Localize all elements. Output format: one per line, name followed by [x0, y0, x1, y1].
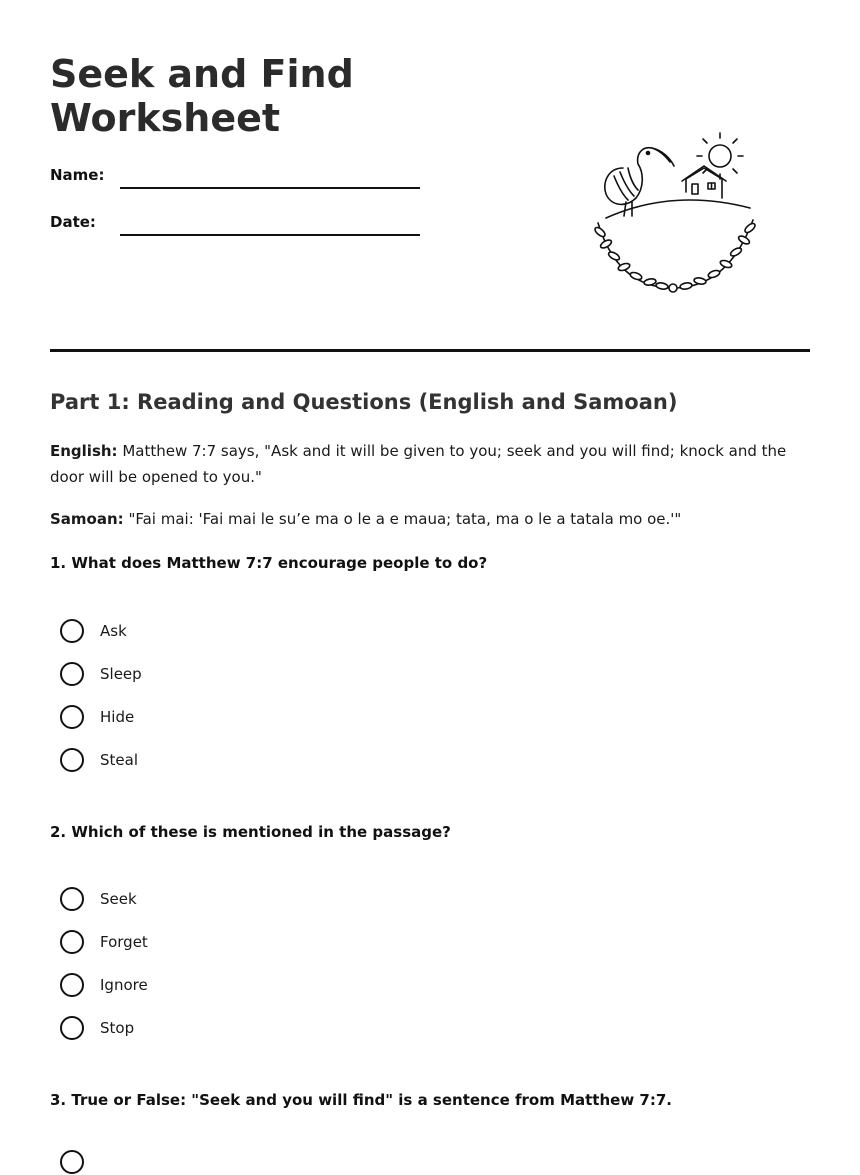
radio-button[interactable]: [60, 662, 84, 686]
option-label: Seek: [100, 890, 137, 908]
radio-button[interactable]: [60, 705, 84, 729]
english-passage: [50, 438, 810, 490]
q2-option-seek[interactable]: [60, 886, 137, 912]
q2-option-ignore[interactable]: [60, 972, 148, 998]
english-label: English:: [50, 442, 118, 460]
samoan-passage: [50, 506, 810, 532]
option-label: Hide: [100, 708, 135, 726]
q1-option-hide[interactable]: [60, 704, 134, 730]
worksheet-title: Seek and Find Worksheet: [50, 52, 354, 140]
samoan-text: "Fai mai: 'Fai mai le su’e ma o le a e maua; tata, ma o le a tatala mo oe.'": [128, 510, 682, 528]
option-label: Ask: [100, 622, 127, 640]
q1-option-steal[interactable]: [60, 747, 138, 773]
name-label: Name:: [50, 166, 105, 184]
q1-option-sleep[interactable]: [60, 661, 142, 687]
name-field[interactable]: [120, 187, 420, 189]
option-label: Steal: [100, 751, 138, 769]
radio-button[interactable]: [60, 1150, 84, 1174]
question-3: 3. True or False: "Seek and you will find" is a sentence from Matthew 7:7.: [50, 1091, 672, 1109]
samoan-label: Samoan:: [50, 510, 124, 528]
q1-option-ask[interactable]: [60, 618, 127, 644]
option-label: Stop: [100, 1019, 135, 1037]
radio-button[interactable]: [60, 973, 84, 997]
option-label: Sleep: [100, 665, 142, 683]
option-label: Ignore: [100, 976, 148, 994]
radio-button[interactable]: [60, 619, 84, 643]
radio-button[interactable]: [60, 930, 84, 954]
option-label: Forget: [100, 933, 148, 951]
english-text: Matthew 7:7 says, "Ask and it will be given to you; seek and you will find; knock and the door will be opened to you.": [50, 442, 787, 486]
date-field[interactable]: [120, 234, 420, 236]
q3-option-partial[interactable]: [60, 1149, 100, 1175]
radio-button[interactable]: [60, 748, 84, 772]
radio-button[interactable]: [60, 887, 84, 911]
question-2: 2. Which of these is mentioned in the passage?: [50, 823, 451, 841]
q2-option-stop[interactable]: [60, 1015, 134, 1041]
question-1: 1. What does Matthew 7:7 encourage people to do?: [50, 554, 488, 572]
bird-house-wreath-logo: [578, 128, 768, 308]
date-label: Date:: [50, 213, 96, 231]
part1-title: Part 1: Reading and Questions (English and Samoan): [50, 390, 678, 414]
header-divider: [50, 349, 810, 352]
q2-option-forget[interactable]: [60, 929, 148, 955]
radio-button[interactable]: [60, 1016, 84, 1040]
